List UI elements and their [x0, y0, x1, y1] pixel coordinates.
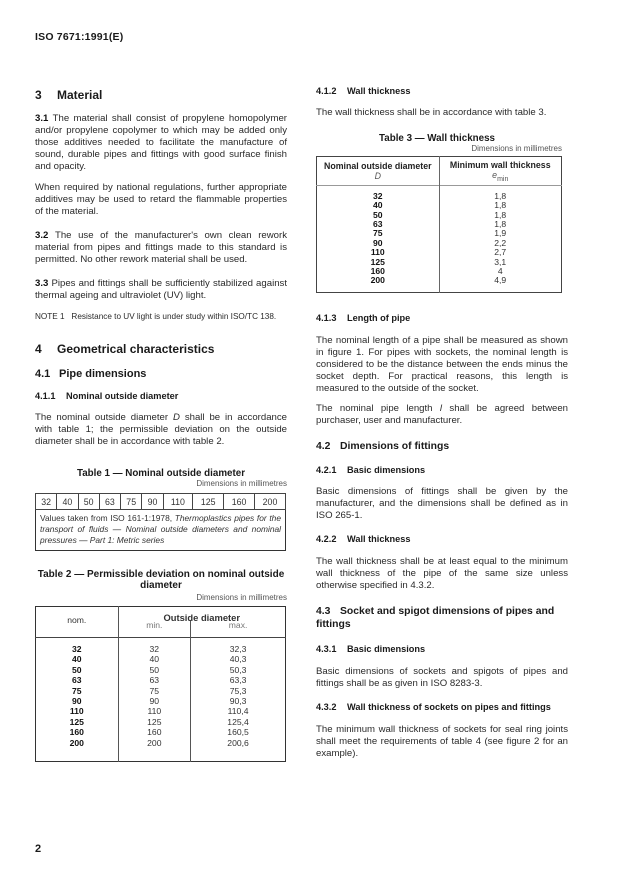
paragraph-3-1: 3.1 The material shall consist of propylene homopolymer and/or propylene copolymer to which may be added only those additives needed to facilitate the manufacture of sound, durable pipes and fittings with good surface finish and opacity.: [35, 113, 287, 172]
table-row: 125 3,1: [317, 258, 562, 267]
table-2-units: Dimensions in millimetres: [196, 593, 287, 602]
table-cell: 160: [224, 494, 255, 510]
table-3: [316, 156, 562, 293]
table-1: [35, 493, 286, 551]
paragraph-4-3-2: The minimum wall thickness of sockets for seal ring joints shall meet the requirements of table 4 (see figure 2 for an example).: [316, 723, 568, 759]
table-2-title: Table 2 — Permissible deviation on nominal outside diameter: [37, 569, 285, 591]
table-cell: 125: [193, 494, 224, 510]
table-row: 200 4,9: [317, 276, 562, 292]
table-row: 40 1,8: [317, 201, 562, 210]
table-cell: 90: [142, 494, 163, 510]
table-2-col-nom: nom.: [36, 615, 119, 633]
table-cell: 75: [121, 494, 142, 510]
paragraph-4-3-1: Basic dimensions of sockets and spigots of pipes and fittings shall be as given in ISO 8283-3.: [316, 665, 568, 689]
paragraph-4-1-3-b: The nominal pipe length l shall be agreed between purchaser, user and manufacturer.: [316, 402, 569, 426]
section-4-2-2-heading: 4.2.2 Wall thickness: [316, 533, 411, 544]
right-column: [316, 86, 568, 760]
paragraph-3-1-b: When required by national regulations, further appropriate additives may be used to retard the flammable properties of the material.: [35, 182, 287, 217]
table-row: 63 1,8: [317, 220, 562, 229]
table-2: [35, 606, 286, 762]
table-cell: 32: [36, 494, 57, 510]
table-1-source-row: [36, 510, 286, 551]
table-row: 160 4: [317, 267, 562, 276]
section-4-2-1-heading: 4.2.1 Basic dimensions: [316, 464, 426, 475]
table-1-values-row: [36, 494, 286, 510]
section-4-1-3-heading: 4.1.3 Length of pipe: [316, 312, 411, 323]
table-2-col-min: min.: [118, 620, 191, 638]
table-row: 63 63 63,3: [36, 675, 286, 685]
table-row: 90 2,2: [317, 239, 562, 248]
table-1-source-note: Values taken from ISO 161-1:1978, Thermoplastics pipes for the transport of fluids — Nominal outside diameters and nominal pressures — Part 1: Metric series: [36, 510, 286, 551]
paragraph-4-1-1: The nominal outside diameter D shall be in accordance with table 1; the permissible deviation on the outside diameter shall be in accordance with table 2.: [35, 412, 288, 447]
table-row: 110 2,7: [317, 248, 562, 257]
section-4-heading: 4 Geometrical characteristics: [35, 342, 215, 356]
left-column: [35, 88, 287, 762]
paragraph-3-3: 3.3 Pipes and fittings shall be sufficiently stabilized against thermal ageing and ultraviolet (UV) light.: [35, 278, 287, 301]
table-3-units: Dimensions in millimetres: [471, 144, 562, 153]
table-row: 32 32 32,3: [36, 638, 286, 655]
section-4-3-heading: 4.3 Socket and spigot dimensions of pipes and fittings: [316, 605, 555, 630]
table-1-title: Table 1 — Nominal outside diameter: [76, 468, 246, 479]
section-4-2-heading: 4.2 Dimensions of fittings: [316, 440, 450, 452]
table-1-units: Dimensions in millimetres: [196, 479, 287, 488]
table-3-col-diameter: Nominal outside diameter D: [317, 157, 440, 186]
page-number: 2: [35, 843, 42, 855]
table-3-title: Table 3 — Wall thickness: [379, 133, 495, 144]
table-row: 50 50 50,3: [36, 665, 286, 675]
paragraph-4-1-3-a: The nominal length of a pipe shall be measured as shown in figure 1. For pipes with sockets, the nominal length is considered to be the distance between the ends minus the socket depth. For practical reasons, this length is measured to the outside of the socket.: [316, 334, 568, 394]
section-4-3-1-heading: 4.3.1 Basic dimensions: [316, 643, 426, 654]
table-row: 32 1,8: [317, 185, 562, 201]
paragraph-3-2: 3.2 The use of the manufacturer's own clean rework material from pipes and fittings made to this standard is permitted. No other rework material shall be used.: [35, 230, 287, 265]
table-cell: 50: [78, 494, 99, 510]
section-4-1-heading: 4.1 Pipe dimensions: [35, 368, 147, 380]
note-1: NOTE 1 Resistance to UV light is under study within ISO/TC 138.: [35, 312, 277, 321]
table-row: 90 90 90,3: [36, 696, 286, 706]
table-row: 200 200 200,6: [36, 738, 286, 762]
table-3-col-wall-thickness: Minimum wall thickness $e_{min}$: [449, 160, 551, 183]
table-cell: 110: [163, 494, 193, 510]
table-row: 160 160 160,5: [36, 727, 286, 737]
table-2-group-header: Outside diameter: [163, 612, 241, 623]
table-row: 75 1,9: [317, 229, 562, 238]
table-cell: 40: [57, 494, 78, 510]
table-row: 75 75 75,3: [36, 686, 286, 696]
paragraph-4-2-2: The wall thickness shall be at least equal to the minimum wall thickness of the pipe of the same size unless otherwise specified in 4.3.2.: [316, 555, 568, 591]
paragraph-4-2-1: Basic dimensions of fittings shall be given by the manufacturer, and the dimensions shall be defined as in ISO 265-1.: [316, 485, 568, 521]
document-id: ISO 7671:1991(E): [35, 31, 124, 43]
table-row: 125 125 125,4: [36, 717, 286, 727]
table-2-col-max: max.: [228, 620, 248, 630]
section-4-1-2-heading: 4.1.2 Wall thickness: [316, 86, 411, 96]
table-cell: 63: [99, 494, 120, 510]
section-3-heading: 3 Material: [35, 88, 103, 102]
table-row: 50 1,8: [317, 211, 562, 220]
section-4-3-2-heading: 4.3.2 Wall thickness of sockets on pipes and fittings: [316, 701, 551, 712]
table-row: 110 110 110,4: [36, 706, 286, 716]
table-cell: 200: [255, 494, 286, 510]
paragraph-4-1-2: The wall thickness shall be in accordance with table 3.: [316, 107, 547, 118]
section-4-1-1-heading: 4.1.1 Nominal outside diameter: [35, 391, 179, 401]
table-row: 40 40 40,3: [36, 654, 286, 664]
